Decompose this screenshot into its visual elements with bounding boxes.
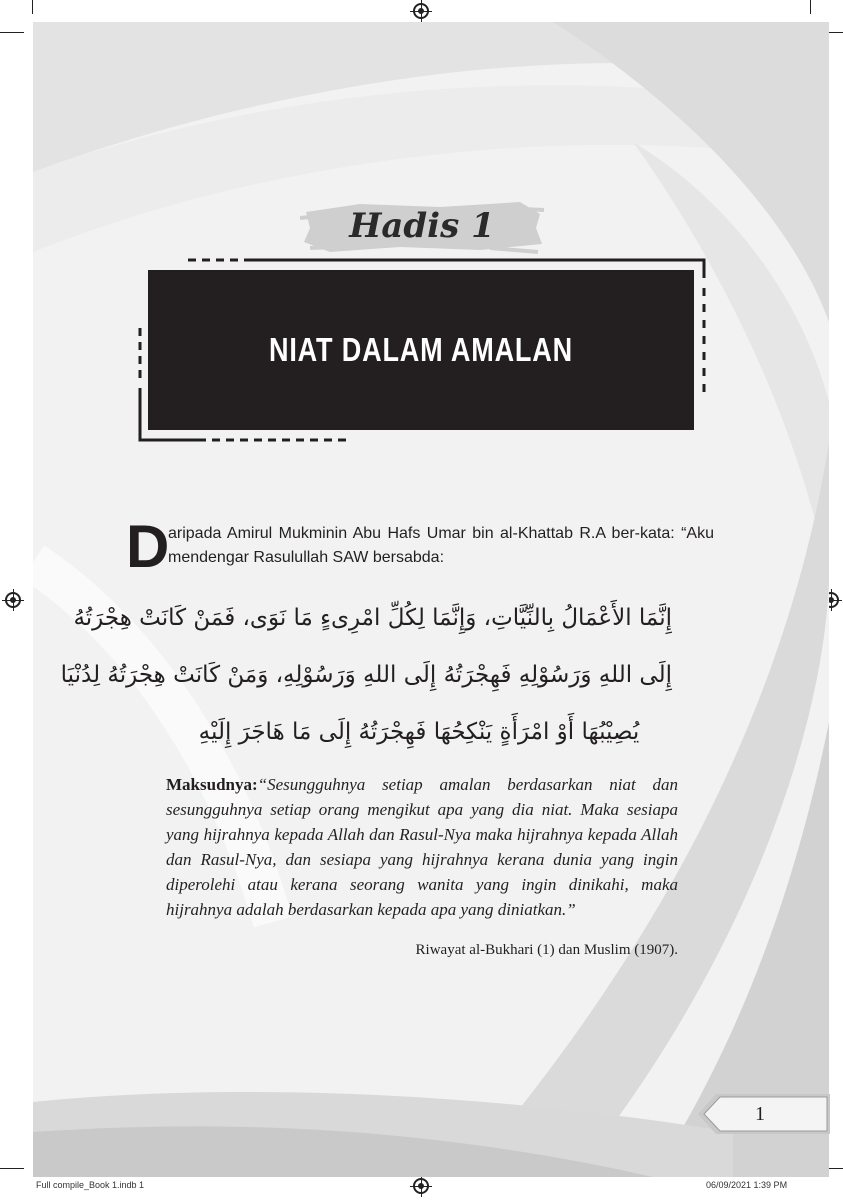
page-number: 1 [755,1103,765,1125]
drop-cap: D [126,513,170,580]
translation-paragraph [166,772,678,922]
print-slug-datetime: 06/09/2021 1:39 PM [706,1180,788,1190]
book-page [33,22,829,1177]
print-slug-file: Full compile_Book 1.indb 1 [36,1180,145,1190]
intro-paragraph: aripada Amirul Mukminin Abu Hafs Umar bin al-Khattab R.A ber-kata: “Aku mendengar Rasulullah SAW bersabda: [168,525,714,566]
background-swoosh [33,22,829,1177]
hadith-source: Riwayat al-Bukhari (1) dan Muslim (1907). [415,942,678,958]
arabic-line-1: إِنَّمَا الأَعْمَالُ بِالنِّيَّاتِ، وَإِنَّمَا لِكُلِّ امْرِىءٍ مَا نَوَى، فَمَنْ كَانَتْ هِجْرَتُهُ [73,605,672,631]
translation-text: “Sesungguhnya setiap amalan berdasarkan niat dan sesungguhnya setiap orang mengikut apa yang dia niat. Maka sesiapa yang hijrahnya kepada Allah dan Rasul-Nya maka hijrahnya kepada Allah dan Rasul-Nya, dan sesiapa yang hijrahnya kerana dunia yang ingin diperolehi atau kerana seorang wanita yang ingin dinikahi, maka hijrahnya adalah berdasarkan kepada apa yang diniatkan.” [166,775,678,919]
chapter-title: NIAT DALAM AMALAN [268,331,574,368]
crop-mark [810,0,811,14]
crop-mark [0,1168,24,1169]
crop-mark [32,0,33,14]
crop-mark [0,32,24,33]
arabic-line-2: إِلَى اللهِ وَرَسُوْلِهِ فَهِجْرَتُهُ إِلَى اللهِ وَرَسُوْلِهِ، وَمَنْ كَانَتْ هِجْرَتُهُ لِدُنْيَا [60,662,672,688]
arabic-line-3: يُصِيْبُهَا أَوْ امْرَأَةٍ يَنْكِحُهَا فَهِجْرَتُهُ إِلَى مَا هَاجَرَ إِلَيْهِ [198,719,640,745]
translation-label: Maksudnya: [166,775,258,794]
registration-mark-icon [413,1178,429,1194]
registration-mark-icon [413,3,429,19]
chapter-label: Hadis 1 [349,206,495,246]
registration-mark-icon [5,592,21,608]
